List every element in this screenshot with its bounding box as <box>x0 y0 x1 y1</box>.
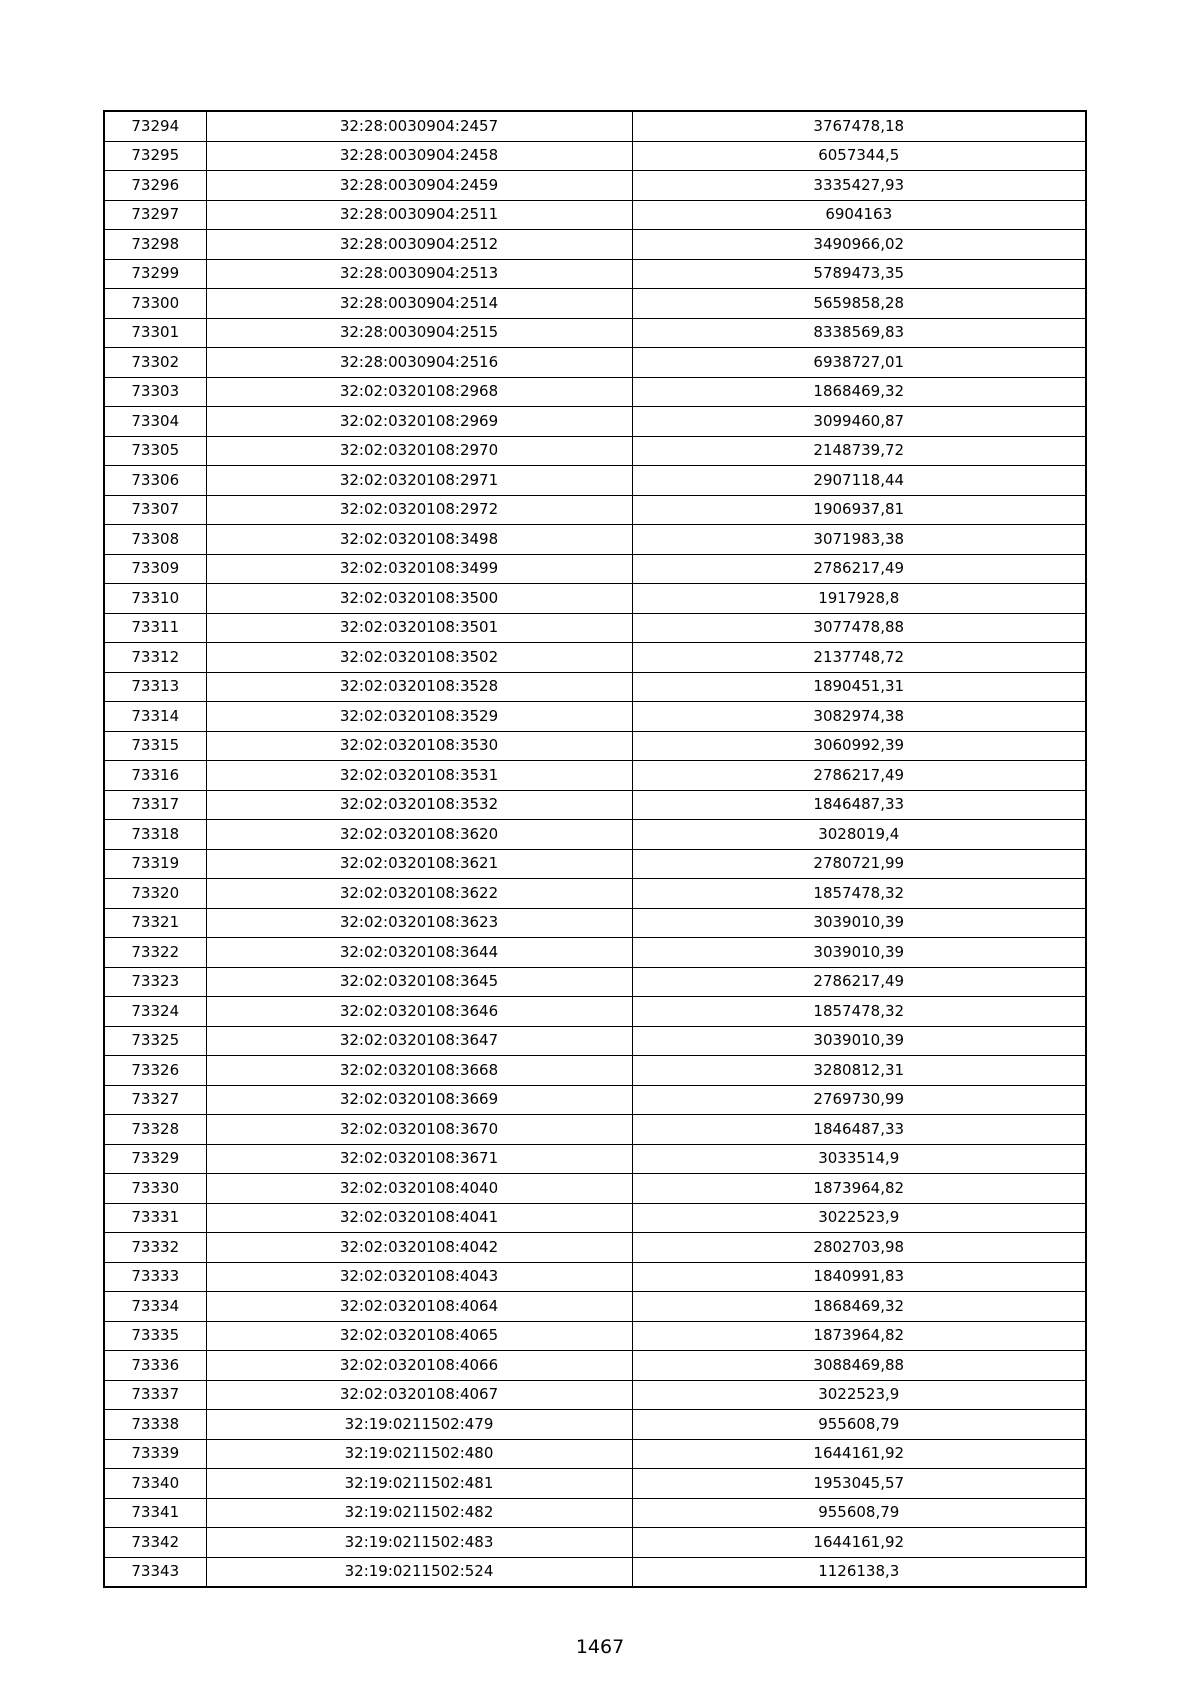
cadastral-value-cell: 3060992,39 <box>632 731 1086 761</box>
table-row <box>104 1203 1086 1233</box>
cadastral-value-table <box>103 110 1087 1588</box>
table-row <box>104 259 1086 289</box>
cadastral-number-cell: 32:02:0320108:3647 <box>206 1026 632 1056</box>
row-number-cell: 73331 <box>104 1203 206 1233</box>
cadastral-number-cell: 32:02:0320108:3620 <box>206 820 632 850</box>
cadastral-number-cell: 32:02:0320108:4041 <box>206 1203 632 1233</box>
cadastral-number-cell: 32:02:0320108:3668 <box>206 1056 632 1086</box>
table-row <box>104 849 1086 879</box>
table-row <box>104 230 1086 260</box>
row-number-cell: 73316 <box>104 761 206 791</box>
cadastral-value-cell: 3022523,9 <box>632 1380 1086 1410</box>
cadastral-number-cell: 32:19:0211502:480 <box>206 1439 632 1469</box>
cadastral-number-cell: 32:02:0320108:3532 <box>206 790 632 820</box>
row-number-cell: 73340 <box>104 1469 206 1499</box>
cadastral-value-cell: 2802703,98 <box>632 1233 1086 1263</box>
cadastral-number-cell: 32:28:0030904:2511 <box>206 200 632 230</box>
table-row <box>104 672 1086 702</box>
cadastral-number-cell: 32:02:0320108:3644 <box>206 938 632 968</box>
row-number-cell: 73297 <box>104 200 206 230</box>
cadastral-number-cell: 32:02:0320108:3669 <box>206 1085 632 1115</box>
row-number-cell: 73337 <box>104 1380 206 1410</box>
cadastral-number-cell: 32:28:0030904:2458 <box>206 141 632 171</box>
table-row <box>104 967 1086 997</box>
cadastral-number-cell: 32:28:0030904:2459 <box>206 171 632 201</box>
table-row <box>104 1115 1086 1145</box>
cadastral-value-cell: 1126138,3 <box>632 1557 1086 1587</box>
cadastral-number-cell: 32:02:0320108:4067 <box>206 1380 632 1410</box>
cadastral-number-cell: 32:02:0320108:3531 <box>206 761 632 791</box>
cadastral-number-cell: 32:02:0320108:4040 <box>206 1174 632 1204</box>
cadastral-value-cell: 3335427,93 <box>632 171 1086 201</box>
table-row <box>104 908 1086 938</box>
table-row <box>104 1439 1086 1469</box>
cadastral-value-cell: 3039010,39 <box>632 1026 1086 1056</box>
cadastral-number-cell: 32:02:0320108:4042 <box>206 1233 632 1263</box>
table-row <box>104 525 1086 555</box>
cadastral-value-cell: 3028019,4 <box>632 820 1086 850</box>
row-number-cell: 73298 <box>104 230 206 260</box>
table-row <box>104 1351 1086 1381</box>
table-row <box>104 171 1086 201</box>
table-row <box>104 1410 1086 1440</box>
cadastral-value-cell: 1644161,92 <box>632 1439 1086 1469</box>
cadastral-value-cell: 1873964,82 <box>632 1174 1086 1204</box>
cadastral-value-cell: 5659858,28 <box>632 289 1086 319</box>
table-row <box>104 141 1086 171</box>
row-number-cell: 73338 <box>104 1410 206 1440</box>
cadastral-number-cell: 32:02:0320108:3646 <box>206 997 632 1027</box>
row-number-cell: 73315 <box>104 731 206 761</box>
row-number-cell: 73317 <box>104 790 206 820</box>
table-row <box>104 879 1086 909</box>
table-row <box>104 731 1086 761</box>
cadastral-value-cell: 2786217,49 <box>632 554 1086 584</box>
cadastral-value-cell: 1857478,32 <box>632 997 1086 1027</box>
row-number-cell: 73335 <box>104 1321 206 1351</box>
table-row <box>104 1144 1086 1174</box>
cadastral-value-cell: 3767478,18 <box>632 111 1086 141</box>
row-number-cell: 73318 <box>104 820 206 850</box>
table-row <box>104 200 1086 230</box>
cadastral-value-cell: 1890451,31 <box>632 672 1086 702</box>
row-number-cell: 73321 <box>104 908 206 938</box>
cadastral-number-cell: 32:02:0320108:3670 <box>206 1115 632 1145</box>
cadastral-number-cell: 32:19:0211502:524 <box>206 1557 632 1587</box>
table-row <box>104 613 1086 643</box>
cadastral-number-cell: 32:02:0320108:3500 <box>206 584 632 614</box>
table-row <box>104 1292 1086 1322</box>
row-number-cell: 73325 <box>104 1026 206 1056</box>
table-row <box>104 111 1086 141</box>
cadastral-number-cell: 32:02:0320108:4065 <box>206 1321 632 1351</box>
cadastral-value-cell: 3039010,39 <box>632 938 1086 968</box>
table-row <box>104 348 1086 378</box>
cadastral-value-cell: 1840991,83 <box>632 1262 1086 1292</box>
table-row <box>104 938 1086 968</box>
cadastral-number-cell: 32:02:0320108:3622 <box>206 879 632 909</box>
cadastral-number-cell: 32:02:0320108:2970 <box>206 436 632 466</box>
table-row <box>104 643 1086 673</box>
table-row <box>104 407 1086 437</box>
table-row <box>104 495 1086 525</box>
cadastral-value-cell: 2137748,72 <box>632 643 1086 673</box>
cadastral-number-cell: 32:02:0320108:3528 <box>206 672 632 702</box>
cadastral-number-cell: 32:02:0320108:2971 <box>206 466 632 496</box>
table-row <box>104 1498 1086 1528</box>
cadastral-value-cell: 1857478,32 <box>632 879 1086 909</box>
table-row <box>104 997 1086 1027</box>
cadastral-number-cell: 32:02:0320108:3498 <box>206 525 632 555</box>
row-number-cell: 73320 <box>104 879 206 909</box>
row-number-cell: 73324 <box>104 997 206 1027</box>
row-number-cell: 73327 <box>104 1085 206 1115</box>
row-number-cell: 73328 <box>104 1115 206 1145</box>
table-row <box>104 377 1086 407</box>
cadastral-number-cell: 32:02:0320108:2969 <box>206 407 632 437</box>
table-row <box>104 436 1086 466</box>
cadastral-number-cell: 32:02:0320108:2968 <box>206 377 632 407</box>
row-number-cell: 73329 <box>104 1144 206 1174</box>
page-number: 1467 <box>575 1636 625 1658</box>
table-row <box>104 820 1086 850</box>
cadastral-value-cell: 2769730,99 <box>632 1085 1086 1115</box>
cadastral-value-cell: 1953045,57 <box>632 1469 1086 1499</box>
row-number-cell: 73302 <box>104 348 206 378</box>
cadastral-value-cell: 3490966,02 <box>632 230 1086 260</box>
row-number-cell: 73336 <box>104 1351 206 1381</box>
table-row <box>104 1026 1086 1056</box>
table-row <box>104 466 1086 496</box>
row-number-cell: 73342 <box>104 1528 206 1558</box>
cadastral-value-cell: 1868469,32 <box>632 377 1086 407</box>
cadastral-number-cell: 32:02:0320108:3621 <box>206 849 632 879</box>
cadastral-number-cell: 32:02:0320108:3645 <box>206 967 632 997</box>
cadastral-number-cell: 32:28:0030904:2515 <box>206 318 632 348</box>
cadastral-value-cell: 6938727,01 <box>632 348 1086 378</box>
row-number-cell: 73295 <box>104 141 206 171</box>
cadastral-number-cell: 32:19:0211502:481 <box>206 1469 632 1499</box>
cadastral-value-cell: 5789473,35 <box>632 259 1086 289</box>
table-row <box>104 318 1086 348</box>
cadastral-value-cell: 1917928,8 <box>632 584 1086 614</box>
table-row <box>104 1469 1086 1499</box>
cadastral-number-cell: 32:02:0320108:3529 <box>206 702 632 732</box>
row-number-cell: 73326 <box>104 1056 206 1086</box>
cadastral-value-cell: 2786217,49 <box>632 761 1086 791</box>
row-number-cell: 73309 <box>104 554 206 584</box>
table-row <box>104 1321 1086 1351</box>
cadastral-value-cell: 3039010,39 <box>632 908 1086 938</box>
cadastral-value-cell: 955608,79 <box>632 1498 1086 1528</box>
row-number-cell: 73312 <box>104 643 206 673</box>
cadastral-number-cell: 32:02:0320108:3530 <box>206 731 632 761</box>
cadastral-value-cell: 3022523,9 <box>632 1203 1086 1233</box>
row-number-cell: 73334 <box>104 1292 206 1322</box>
cadastral-value-cell: 1846487,33 <box>632 790 1086 820</box>
table-row <box>104 702 1086 732</box>
row-number-cell: 73310 <box>104 584 206 614</box>
row-number-cell: 73341 <box>104 1498 206 1528</box>
cadastral-value-cell: 3077478,88 <box>632 613 1086 643</box>
cadastral-number-cell: 32:19:0211502:479 <box>206 1410 632 1440</box>
cadastral-number-cell: 32:02:0320108:3623 <box>206 908 632 938</box>
cadastral-number-cell: 32:02:0320108:4066 <box>206 1351 632 1381</box>
row-number-cell: 73303 <box>104 377 206 407</box>
row-number-cell: 73313 <box>104 672 206 702</box>
row-number-cell: 73311 <box>104 613 206 643</box>
cadastral-value-cell: 2786217,49 <box>632 967 1086 997</box>
cadastral-number-cell: 32:02:0320108:3671 <box>206 1144 632 1174</box>
cadastral-number-cell: 32:28:0030904:2513 <box>206 259 632 289</box>
row-number-cell: 73322 <box>104 938 206 968</box>
row-number-cell: 73304 <box>104 407 206 437</box>
table-row <box>104 1085 1086 1115</box>
table-row <box>104 1174 1086 1204</box>
cadastral-value-cell: 3033514,9 <box>632 1144 1086 1174</box>
table-body <box>104 111 1086 1587</box>
row-number-cell: 73301 <box>104 318 206 348</box>
cadastral-value-cell: 955608,79 <box>632 1410 1086 1440</box>
cadastral-number-cell: 32:02:0320108:3501 <box>206 613 632 643</box>
cadastral-value-cell: 1868469,32 <box>632 1292 1086 1322</box>
row-number-cell: 73299 <box>104 259 206 289</box>
cadastral-value-cell: 1906937,81 <box>632 495 1086 525</box>
row-number-cell: 73330 <box>104 1174 206 1204</box>
cadastral-number-cell: 32:28:0030904:2512 <box>206 230 632 260</box>
cadastral-value-cell: 6057344,5 <box>632 141 1086 171</box>
cadastral-value-cell: 3099460,87 <box>632 407 1086 437</box>
table-row <box>104 1262 1086 1292</box>
table-row <box>104 584 1086 614</box>
row-number-cell: 73332 <box>104 1233 206 1263</box>
cadastral-number-cell: 32:02:0320108:4064 <box>206 1292 632 1322</box>
cadastral-value-cell: 1846487,33 <box>632 1115 1086 1145</box>
cadastral-number-cell: 32:02:0320108:3499 <box>206 554 632 584</box>
cadastral-value-cell: 2148739,72 <box>632 436 1086 466</box>
row-number-cell: 73323 <box>104 967 206 997</box>
cadastral-value-cell: 3280812,31 <box>632 1056 1086 1086</box>
cadastral-number-cell: 32:28:0030904:2514 <box>206 289 632 319</box>
table-row <box>104 761 1086 791</box>
row-number-cell: 73294 <box>104 111 206 141</box>
table-row <box>104 790 1086 820</box>
cadastral-number-cell: 32:02:0320108:3502 <box>206 643 632 673</box>
cadastral-value-cell: 8338569,83 <box>632 318 1086 348</box>
table-row <box>104 1557 1086 1587</box>
cadastral-number-cell: 32:02:0320108:4043 <box>206 1262 632 1292</box>
table-row <box>104 1233 1086 1263</box>
cadastral-number-cell: 32:19:0211502:482 <box>206 1498 632 1528</box>
table-row <box>104 1380 1086 1410</box>
row-number-cell: 73305 <box>104 436 206 466</box>
cadastral-number-cell: 32:19:0211502:483 <box>206 1528 632 1558</box>
cadastral-value-cell: 1644161,92 <box>632 1528 1086 1558</box>
row-number-cell: 73296 <box>104 171 206 201</box>
table-row <box>104 1056 1086 1086</box>
row-number-cell: 73307 <box>104 495 206 525</box>
row-number-cell: 73343 <box>104 1557 206 1587</box>
cadastral-value-cell: 3071983,38 <box>632 525 1086 555</box>
table-row <box>104 289 1086 319</box>
cadastral-number-cell: 32:02:0320108:2972 <box>206 495 632 525</box>
cadastral-value-cell: 1873964,82 <box>632 1321 1086 1351</box>
row-number-cell: 73306 <box>104 466 206 496</box>
cadastral-number-cell: 32:28:0030904:2516 <box>206 348 632 378</box>
cadastral-value-cell: 3082974,38 <box>632 702 1086 732</box>
table-row <box>104 1528 1086 1558</box>
row-number-cell: 73339 <box>104 1439 206 1469</box>
row-number-cell: 73333 <box>104 1262 206 1292</box>
table-row <box>104 554 1086 584</box>
cadastral-value-cell: 2780721,99 <box>632 849 1086 879</box>
row-number-cell: 73319 <box>104 849 206 879</box>
cadastral-value-cell: 3088469,88 <box>632 1351 1086 1381</box>
cadastral-number-cell: 32:28:0030904:2457 <box>206 111 632 141</box>
cadastral-value-cell: 2907118,44 <box>632 466 1086 496</box>
row-number-cell: 73300 <box>104 289 206 319</box>
row-number-cell: 73314 <box>104 702 206 732</box>
row-number-cell: 73308 <box>104 525 206 555</box>
cadastral-value-cell: 6904163 <box>632 200 1086 230</box>
